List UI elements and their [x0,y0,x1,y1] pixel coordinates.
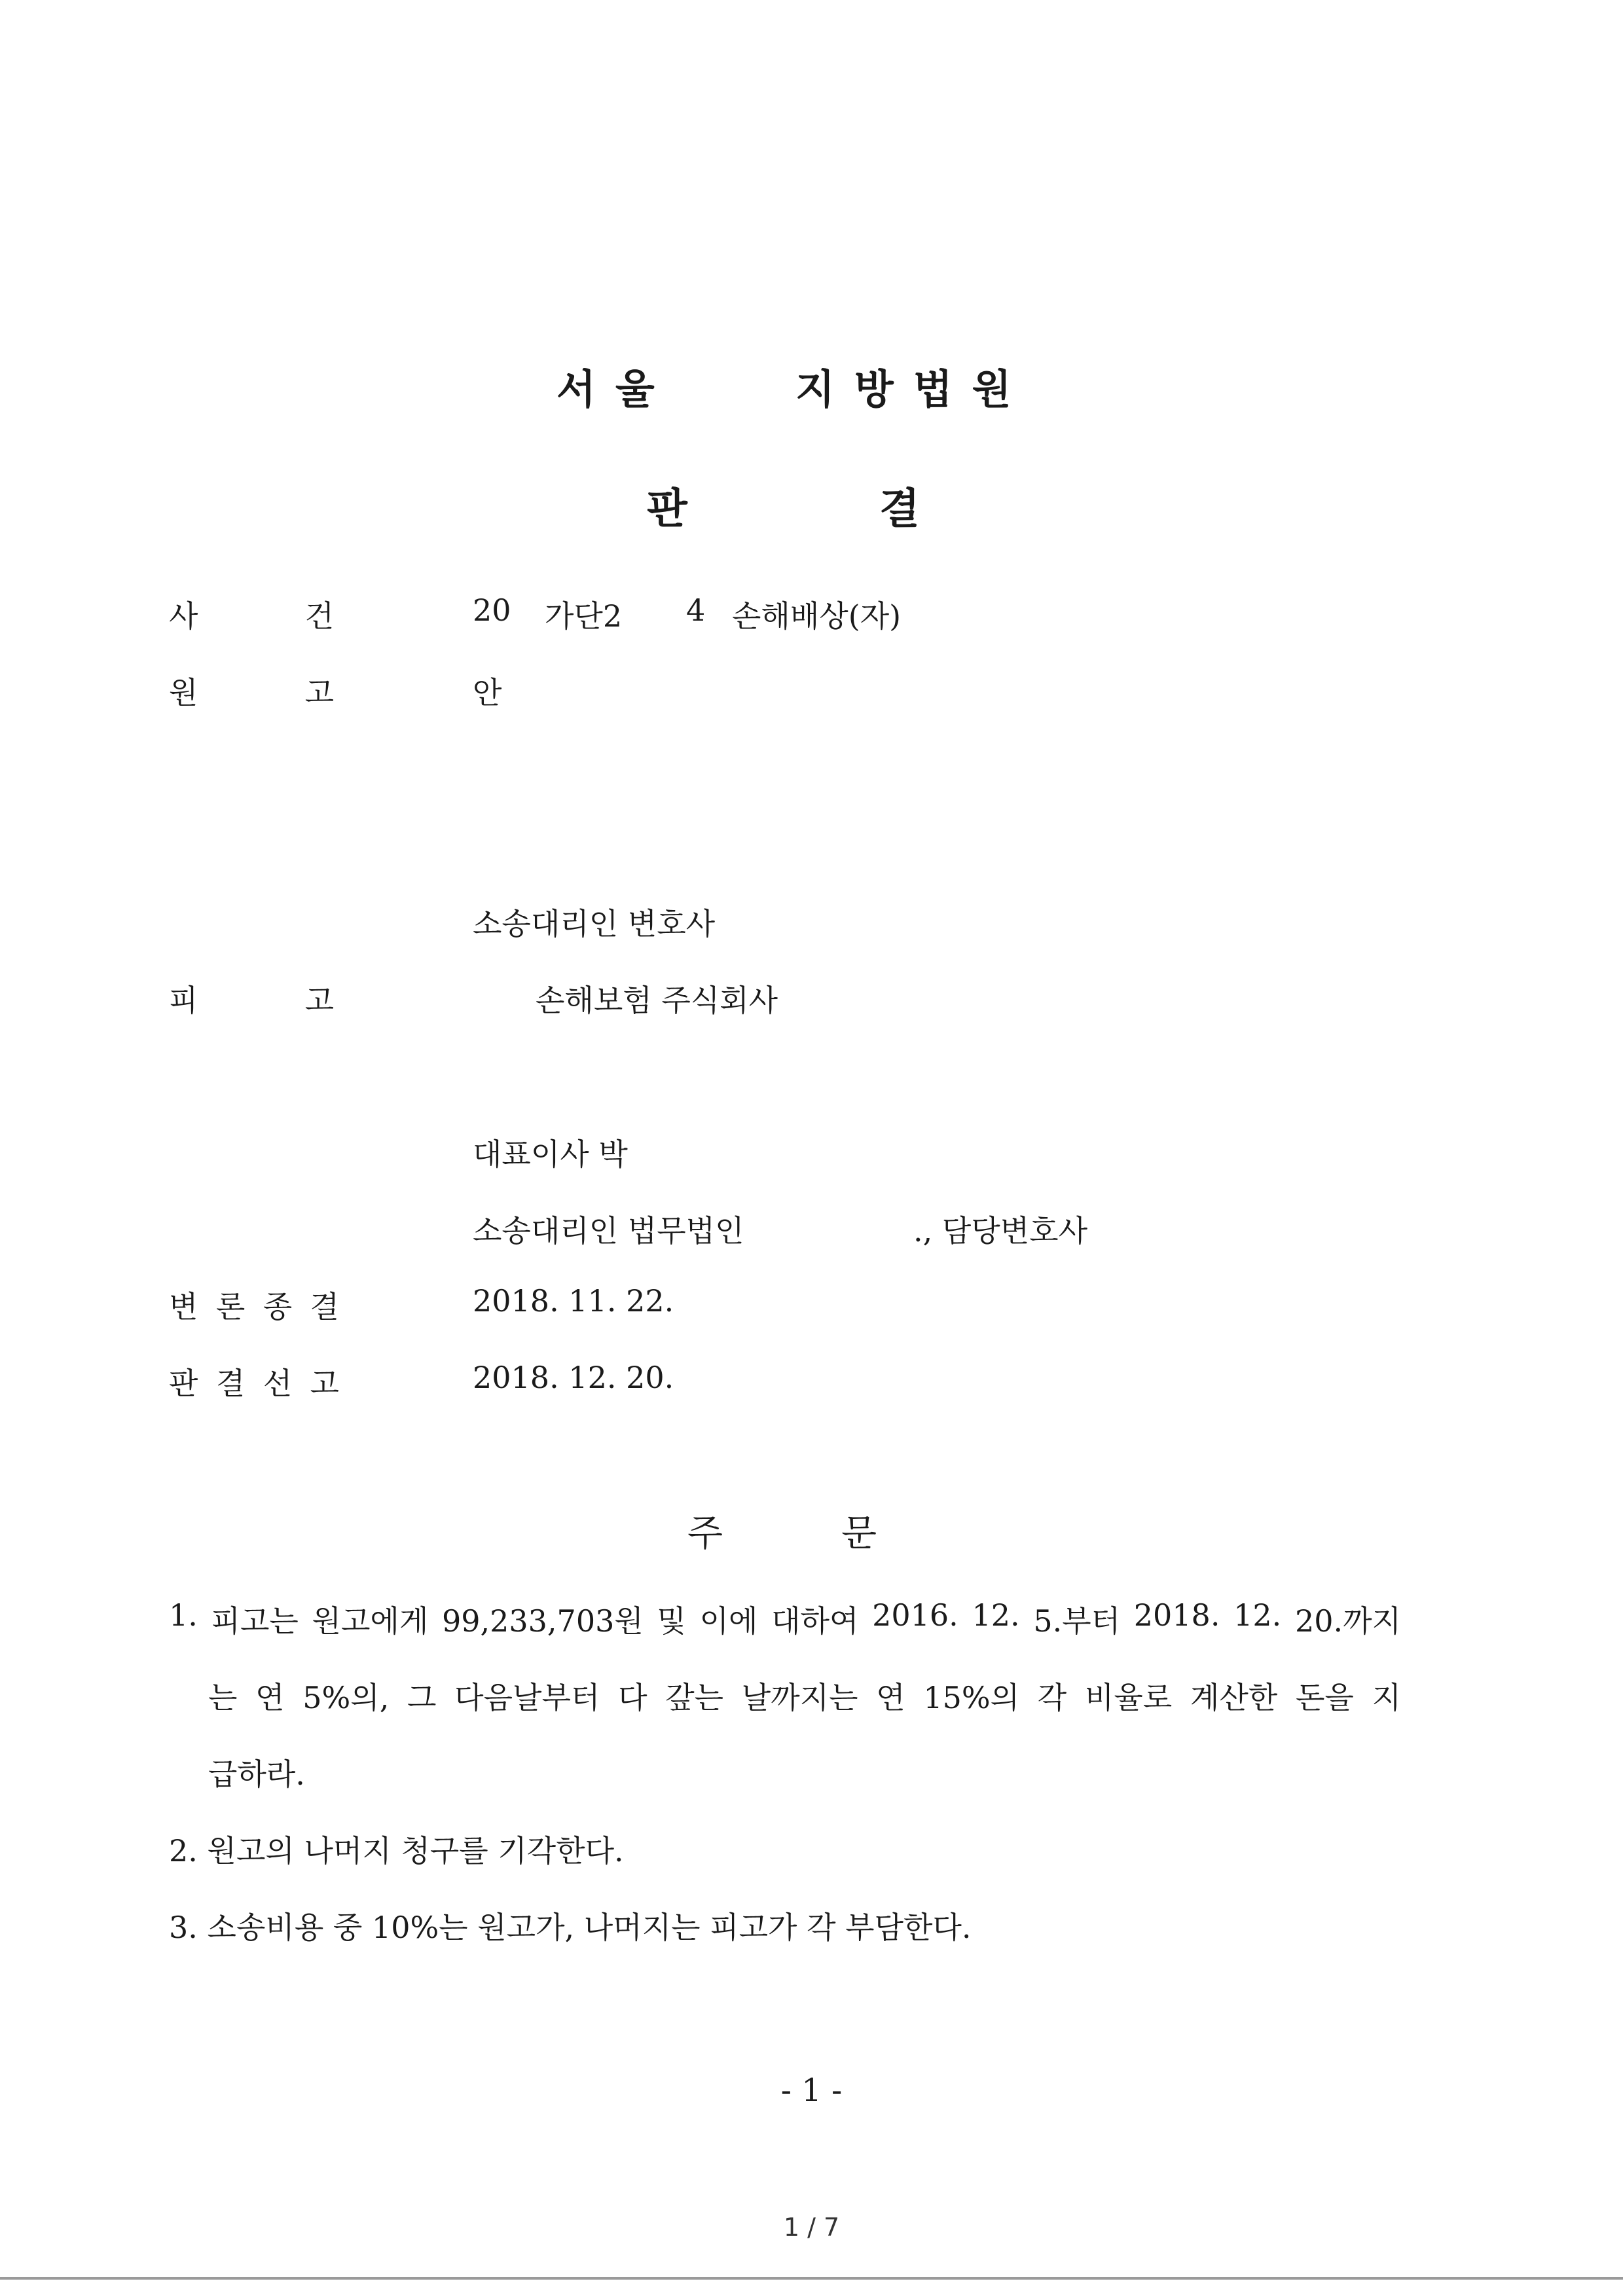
order-word: 연 [876,1680,905,1715]
order-word: 15%의 [923,1680,1020,1715]
order-word: 12. [1233,1597,1282,1633]
page-number: - 1 - [780,2072,843,2109]
order-word: 및 [657,1603,686,1639]
defendant-label-char: 피 [169,983,198,1018]
page-count: 1 / 7 [783,2213,840,2242]
case-year: 20 [473,592,511,628]
order-word: 2018. [1133,1597,1220,1633]
order-word: 20.까지 [1294,1603,1401,1639]
order-word: 각 [1037,1680,1067,1715]
case-number-prefix: 가단2 [545,598,623,634]
plaintiff-label-char: 원 [169,675,198,710]
order-word: 12. [972,1597,1020,1633]
order-word: 99,233,703원 [441,1603,644,1639]
defendant-counsel-firm: 소송대리인 법무법인 [473,1213,744,1248]
closing-label-char: 변 [169,1289,198,1324]
order-title [0,1504,1623,1557]
closing-label-char: 론 [215,1289,246,1324]
judgment-label-char: 고 [310,1366,339,1401]
order-word: 다음날부터 [454,1680,600,1715]
plaintiff-counsel: 소송대리인 변호사 [473,906,716,941]
order-word: 계산한 [1190,1680,1278,1715]
order-item-3: 3. 소송비용 중 10%는 원고가, 나머지는 피고가 각 부담한다. [169,1910,972,1945]
order-word: 이에 [699,1603,758,1639]
order-word: 갚는 [665,1680,724,1715]
document-type-title [0,475,1623,534]
judgment-date-label [169,1360,339,1403]
judgment-label-char: 판 [169,1366,198,1401]
order-word: 그 [407,1680,437,1715]
court-name-type: 지방법원 [795,365,1031,413]
order-word: 원고에게 [312,1603,429,1639]
defendant-counsel-lawyer: ., 담당변호사 [913,1213,1088,1248]
document-type-char-1: 판 [647,485,687,534]
judgment-label-char: 선 [263,1366,293,1401]
document-type-char-2: 결 [879,485,920,534]
order-word: 대하여 [771,1603,859,1639]
case-name: 손해배상(자) [732,598,902,634]
case-number-suffix: 4 [686,592,706,628]
order-item-1-line-2 [208,1674,1401,1717]
plaintiff-name: 안 [473,675,502,710]
court-name-region: 서울 [556,365,674,413]
case-label-char: 사 [169,598,198,634]
defendant-name: 손해보험 주식회사 [536,983,778,1018]
scan-bottom-edge [0,2277,1623,2280]
order-title-char-1: 주 [687,1512,723,1555]
defendant-label [169,977,334,1020]
order-item-1-line-1 [169,1597,1401,1641]
plaintiff-label [169,669,334,712]
order-word: 1. [169,1597,198,1633]
order-word: 다 [618,1680,647,1715]
order-word: 5%의, [302,1680,390,1715]
case-label [169,592,334,636]
order-word: 2016. [872,1597,958,1633]
order-word: 피고는 [211,1603,299,1639]
order-item-2: 2. 원고의 나머지 청구를 기각한다. [169,1833,624,1868]
defendant-representative: 대표이사 박 [473,1137,628,1172]
judgment-label-char: 결 [215,1366,246,1401]
case-label-char: 건 [304,598,334,634]
order-word: 지 [1372,1680,1401,1715]
defendant-label-char: 고 [304,983,334,1018]
order-word: 연 [255,1680,285,1715]
judgment-date: 2018. 12. 20. [473,1360,674,1395]
closing-argument-label [169,1283,339,1326]
plaintiff-label-char: 고 [304,675,334,710]
order-word: 날까지는 [741,1680,858,1715]
closing-label-char: 종 [263,1289,293,1324]
closing-label-char: 결 [310,1289,339,1324]
order-item-1-line-3: 급하라. [208,1757,305,1792]
order-word: 돈을 [1295,1680,1354,1715]
order-word: 5.부터 [1033,1603,1121,1639]
court-name [0,357,1623,416]
order-title-char-2: 문 [841,1512,877,1555]
order-word: 비율로 [1084,1680,1173,1715]
order-word: 는 [208,1680,238,1715]
closing-argument-date: 2018. 11. 22. [473,1283,674,1319]
